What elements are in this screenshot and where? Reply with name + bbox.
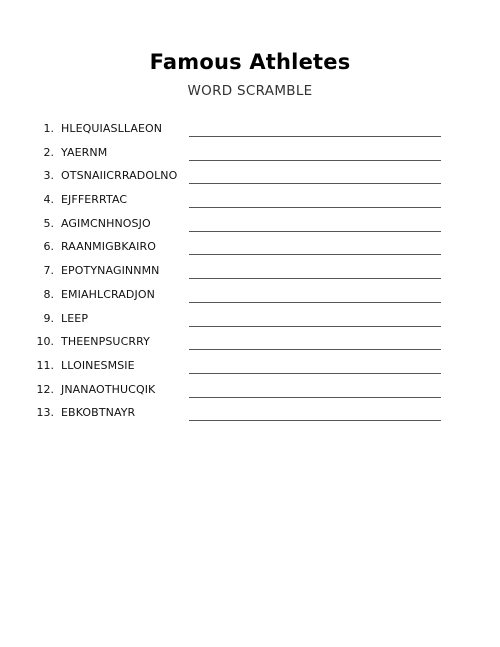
scrambled-word: EJFFERRTAC xyxy=(61,193,128,207)
item-number: 8. xyxy=(43,287,54,301)
scrambled-word: LLOINESMSIE xyxy=(61,358,135,372)
scramble-item xyxy=(0,311,500,335)
scramble-item xyxy=(0,168,500,192)
item-number: 12. xyxy=(36,382,54,396)
scrambled-word: THEENPSUCRRY xyxy=(61,335,150,349)
scramble-item xyxy=(0,382,500,406)
scramble-item xyxy=(0,334,500,358)
scrambled-word: AGIMCNHNOSJO xyxy=(61,216,151,230)
scrambled-word: OTSNAIICRRADOLNO xyxy=(61,169,178,183)
answer-line[interactable] xyxy=(189,420,441,421)
item-number: 9. xyxy=(43,311,54,325)
answer-line[interactable] xyxy=(189,397,441,398)
item-number: 10. xyxy=(36,335,54,349)
item-number: 1. xyxy=(43,122,54,135)
scramble-item xyxy=(0,121,500,145)
scramble-item xyxy=(0,287,500,311)
item-number: 4. xyxy=(43,193,54,207)
scramble-item xyxy=(0,405,500,429)
answer-line[interactable] xyxy=(189,326,441,327)
scrambled-word: YAERNM xyxy=(61,145,108,159)
scramble-list xyxy=(0,121,500,429)
item-number: 7. xyxy=(43,264,54,278)
scrambled-word: EMIAHLCRADJON xyxy=(61,287,155,301)
answer-line[interactable] xyxy=(189,349,441,350)
scramble-item xyxy=(0,216,500,240)
scramble-item xyxy=(0,145,500,169)
page-subtitle: WORD SCRAMBLE xyxy=(187,83,313,99)
scrambled-word: LEEP xyxy=(61,311,89,325)
scrambled-word: HLEQUIASLLAEON xyxy=(61,122,163,135)
item-number: 3. xyxy=(43,169,54,183)
scramble-item xyxy=(0,263,500,287)
item-number: 11. xyxy=(36,358,54,372)
page-title: Famous Athletes xyxy=(149,50,351,74)
scramble-item xyxy=(0,358,500,382)
scrambled-word: EBKOBTNAYR xyxy=(61,406,136,420)
answer-line[interactable] xyxy=(189,373,441,374)
answer-line[interactable] xyxy=(189,183,441,184)
item-number: 6. xyxy=(43,240,54,254)
scrambled-word: JNANAOTHUCQIK xyxy=(61,382,156,396)
item-number: 2. xyxy=(43,145,54,159)
item-number: 5. xyxy=(43,216,54,230)
answer-line[interactable] xyxy=(189,231,441,232)
scrambled-word: EPOTYNAGINNMN xyxy=(61,264,160,278)
answer-line[interactable] xyxy=(189,302,441,303)
answer-line[interactable] xyxy=(189,160,441,161)
scrambled-word: RAANMIGBKAIRO xyxy=(61,240,156,254)
scramble-item xyxy=(0,192,500,216)
answer-line[interactable] xyxy=(189,254,441,255)
item-number: 13. xyxy=(36,406,54,420)
answer-line[interactable] xyxy=(189,136,441,137)
answer-line[interactable] xyxy=(189,207,441,208)
answer-line[interactable] xyxy=(189,278,441,279)
scramble-item xyxy=(0,239,500,263)
